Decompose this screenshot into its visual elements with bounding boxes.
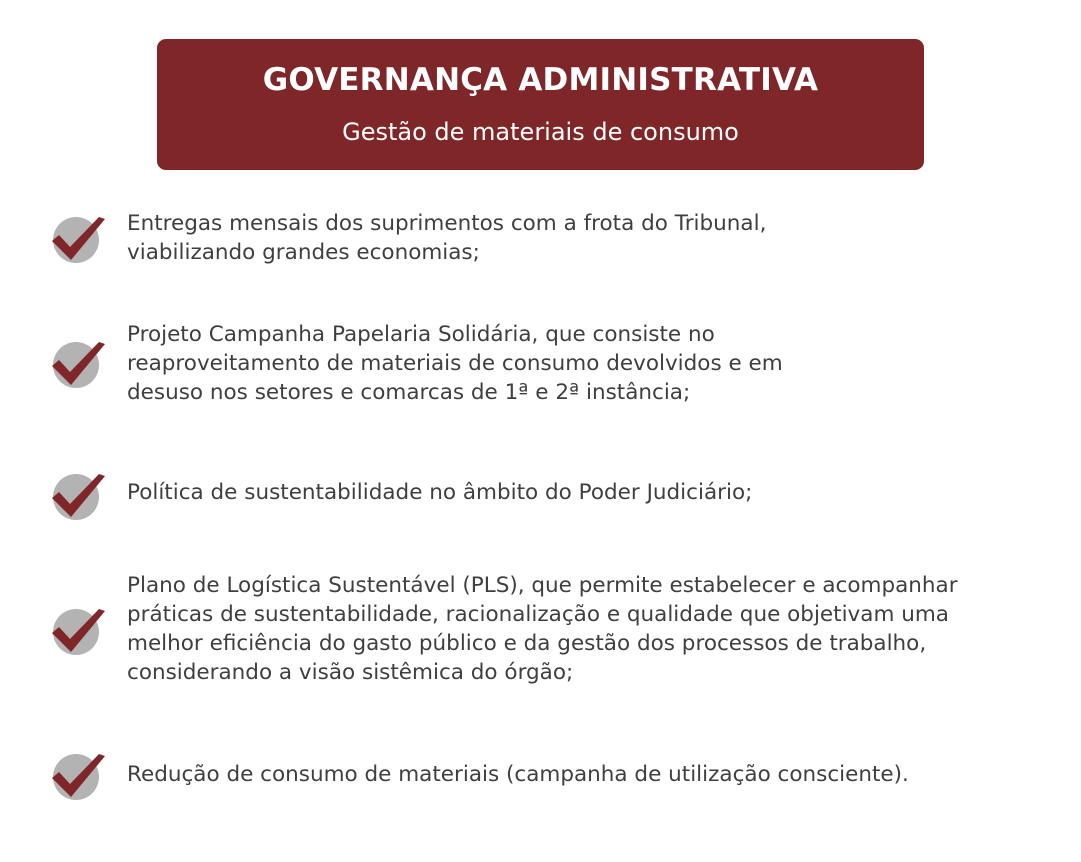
text-line: viabilizando grandes economias; [127, 240, 480, 265]
text-line: considerando a visão sistêmica do órgão; [127, 660, 574, 685]
list-item-text [127, 209, 1027, 267]
checkmark-icon [50, 215, 106, 265]
text-line: Plano de Logística Sustentável (PLS), que permite estabelecer e acompanhar [127, 573, 958, 598]
text-line: reaproveitamento de materiais de consumo devolvidos e em [127, 351, 783, 376]
page-subtitle: Gestão de materiais de consumo [342, 118, 739, 146]
list-item-text [127, 760, 1027, 789]
list-item-text [127, 478, 1027, 507]
text-line: melhor eficiência do gasto público e da gestão dos processos de trabalho, [127, 631, 927, 656]
list-item-text [127, 320, 1027, 407]
list-item-text [127, 571, 1027, 687]
text-line: práticas de sustentabilidade, racionalização e qualidade que objetivam uma [127, 602, 949, 627]
checkmark-icon [50, 340, 106, 390]
text-line: Entregas mensais dos suprimentos com a frota do Tribunal, [127, 211, 767, 236]
checkmark-icon [50, 752, 106, 802]
header-banner [157, 39, 924, 170]
text-line: Redução de consumo de materiais (campanha de utilização consciente). [127, 762, 909, 787]
text-line: Projeto Campanha Papelaria Solidária, que consiste no [127, 322, 715, 347]
text-line: Política de sustentabilidade no âmbito do Poder Judiciário; [127, 480, 753, 505]
checkmark-icon [50, 472, 106, 522]
page-title: GOVERNANÇA ADMINISTRATIVA [262, 62, 819, 98]
text-line: desuso nos setores e comarcas de 1ª e 2ª instância; [127, 380, 691, 405]
checkmark-icon [50, 607, 106, 657]
